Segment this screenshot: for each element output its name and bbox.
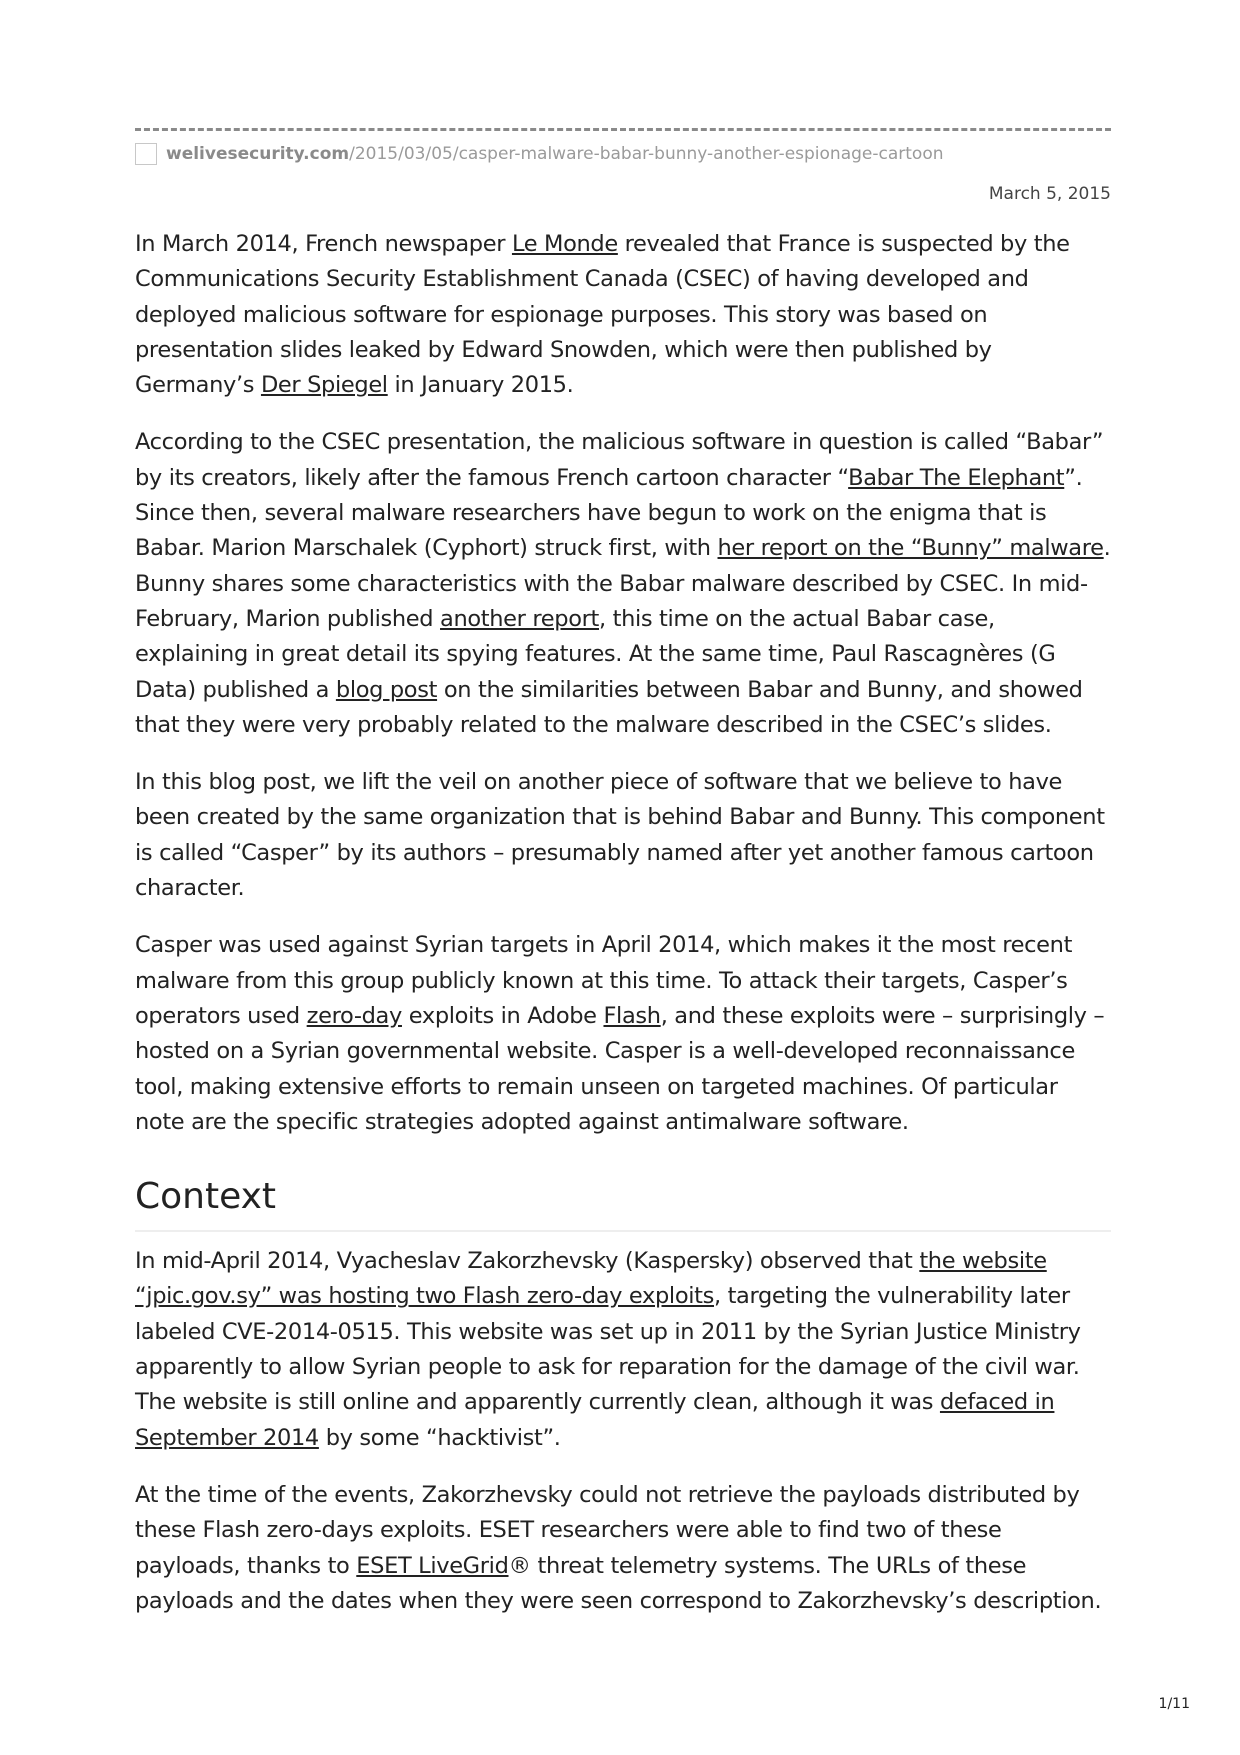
text-span: exploits in Adobe [401,1002,604,1029]
link-eset-livegrid[interactable]: ESET LiveGrid [356,1552,509,1579]
paragraph-1 [135,227,1111,403]
paragraph-3 [135,765,1111,906]
text-span: ® threat telemetry systems. The URLs of these payloads and the dates when they were seen correspond to Zakorzhevsky’s description. [135,1552,1102,1614]
paragraph-2 [135,425,1111,743]
context-paragraph-2 [135,1478,1111,1619]
link-another-report[interactable]: another report [440,605,599,632]
text-span: ”. Since then, several malware researchers have begun to work on the enigma that is Babar. Marion Marschalek (Cyphort) struck first, with [135,464,1083,562]
link-zero-day[interactable]: zero-day [306,1002,402,1029]
section-heading-context: Context [135,1172,1111,1232]
link-jpic-website[interactable]: the website “jpic.gov.sy” was hosting two Flash zero-day exploits [135,1248,1047,1310]
page-number: 1/11 [1158,1696,1190,1712]
source-url[interactable] [166,144,944,164]
source-url-row [135,139,1111,169]
text-span: At the time of the events, Zakorzhevsky could not retrieve the payloads distributed by these Flash zero-days exploits. ESET researchers were able to find two of these payloads, thanks to [135,1481,1080,1579]
text-span: on the similarities between Babar and Bunny, and showed that they were very probably related to the malware described in the CSEC’s slides. [135,676,1083,738]
text-span: in January 2015. [387,372,574,399]
url-domain: welivesecurity.com [166,144,350,164]
article-page [135,128,1111,1641]
link-defaced[interactable]: defaced in September 2014 [135,1389,1055,1451]
link-flash[interactable]: Flash [603,1002,661,1029]
paragraph-4 [135,928,1111,1140]
context-paragraph-1 [135,1244,1111,1456]
dashed-divider [135,128,1111,131]
url-path: /2015/03/05/casper-malware-babar-bunny-another-espionage-cartoon [349,144,944,164]
link-le-monde[interactable]: Le Monde [511,231,618,257]
site-favicon-icon [135,143,157,165]
link-bunny-report[interactable]: her report on the “Bunny” malware [717,535,1104,562]
text-span: , this time on the actual Babar case, explaining in great detail its spying features. At the same time, Paul Rascagnères (G Data) published a [135,605,1056,703]
text-span: According to the CSEC presentation, the malicious software in question is called “Babar” by its creators, likely after the famous French cartoon character “ [135,429,1104,491]
text-span: . Bunny shares some characteristics with the Babar malware described by CSEC. In mid-February, Marion published [135,535,1111,632]
article-body [135,227,1111,1619]
link-blog-post[interactable]: blog post [335,676,438,703]
link-der-spiegel[interactable]: Der Spiegel [260,372,388,399]
text-span: In March 2014, French newspaper [135,231,512,257]
text-span: , and these exploits were – surprisingly – hosted on a Syrian governmental website. Casper is a well-developed reconnaissance tool, making extensive efforts to remain unseen on targeted machines. Of particular note are the specific strategies adopted against antimalware software. [135,1002,1105,1135]
text-span: In mid-April 2014, Vyacheslav Zakorzhevsky (Kaspersky) observed that [135,1248,920,1275]
text-span: by some “hacktivist”. [318,1424,561,1451]
link-babar-the-elephant[interactable]: Babar The Elephant [848,464,1065,491]
publish-date: March 5, 2015 [988,184,1111,204]
text-span: Casper was used against Syrian targets in April 2014, which makes it the most recent malware from this group publicly known at this time. To attack their targets, Casper’s operators used [135,932,1073,1029]
text-span: revealed that France is suspected by the Communications Security Establishment Canada (CSEC) of having developed and deployed malicious software for espionage purposes. This story was based on presentation slides leaked by Edward Snowden, which were then published by Germany’s [135,231,1070,399]
text-span: In this blog post, we lift the veil on another piece of software that we believe to have been created by the same organization that is behind Babar and Bunny. This component is called “Casper” by its authors – presumably named after yet another famous cartoon character. [135,769,1105,902]
text-span: , targeting the vulnerability later labeled CVE-2014-0515. This website was set up in 2011 by the Syrian Justice Ministry apparently to allow Syrian people to ask for reparation for the damage of the civil war. The website is still online and apparently currently clean, although it was [135,1283,1081,1416]
